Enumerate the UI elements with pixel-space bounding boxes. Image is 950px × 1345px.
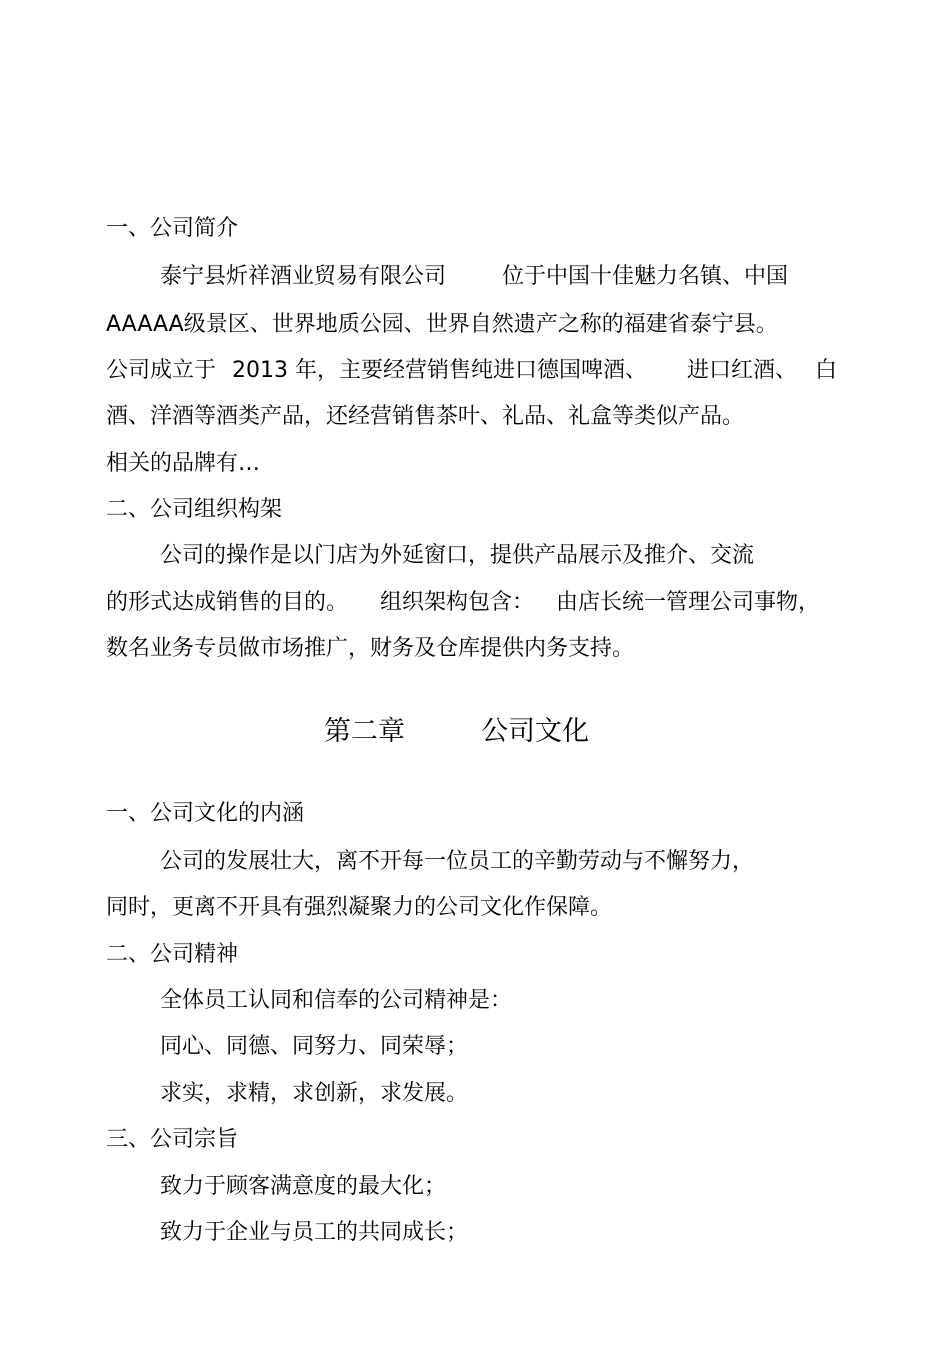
section-heading-culture-meaning: 一、公司文化的内涵 (106, 801, 305, 826)
paragraph-line (160, 262, 788, 292)
paragraph-line: AAAAA级景区、世界地质公园、世界自然遗产之称的福建省泰宁县。 (106, 312, 778, 337)
paragraph-line: 求实，求精，求创新，求发展。 (160, 1081, 469, 1106)
section-heading-company-spirit: 二、公司精神 (106, 942, 239, 967)
paragraph-line: 全体员工认同和信奉的公司精神是： (160, 988, 513, 1013)
text-segment: 的形式达成销售的目的。 (106, 590, 349, 615)
chapter-name: 公司文化 (481, 716, 589, 747)
company-name: 泰宁县炘祥酒业贸易有限公司 (160, 264, 447, 289)
section-heading-org-structure: 二、公司组织构架 (106, 497, 283, 522)
paragraph-line: 同心、同德、同努力、同荣辱； (160, 1034, 469, 1059)
chapter-title (324, 714, 589, 750)
text-segment: 2013 年，主要经营销售纯进口德国啤酒、 (232, 358, 647, 383)
paragraph-line: 数名业务专员做市场推广，财务及仓库提供内务支持。 (106, 636, 635, 661)
section-heading-company-purpose: 三、公司宗旨 (106, 1127, 239, 1152)
paragraph-line (106, 356, 837, 386)
paragraph-line (106, 588, 820, 618)
paragraph-line: 致力于企业与员工的共同成长； (160, 1220, 469, 1245)
text-segment: 白 (815, 358, 838, 383)
text-segment: 组织架构包含： (380, 590, 535, 615)
paragraph-line: 相关的品牌有… (106, 451, 261, 476)
paragraph-line: 致力于顾客满意度的最大化； (160, 1174, 447, 1199)
section-heading-company-intro: 一、公司简介 (106, 216, 239, 241)
paragraph-line: 公司的发展壮大，离不开每一位员工的辛勤劳动与不懈努力， (160, 849, 755, 874)
chapter-label: 第二章 (324, 716, 405, 747)
text-segment: 位于中国十佳魅力名镇、中国 (502, 264, 789, 289)
paragraph-line: 公司的操作是以门店为外延窗口，提供产品展示及推介、交流 (160, 543, 755, 568)
text-segment: 由店长统一管理公司事物， (556, 590, 821, 615)
text-segment: 公司成立于 (106, 358, 217, 383)
paragraph-line: 同时，更离不开具有强烈凝聚力的公司文化作保障。 (106, 895, 613, 920)
paragraph-line: 酒、洋酒等酒类产品，还经营销售茶叶、礼品、礼盒等类似产品。 (106, 404, 745, 429)
text-segment: 进口红酒、 (687, 358, 798, 383)
